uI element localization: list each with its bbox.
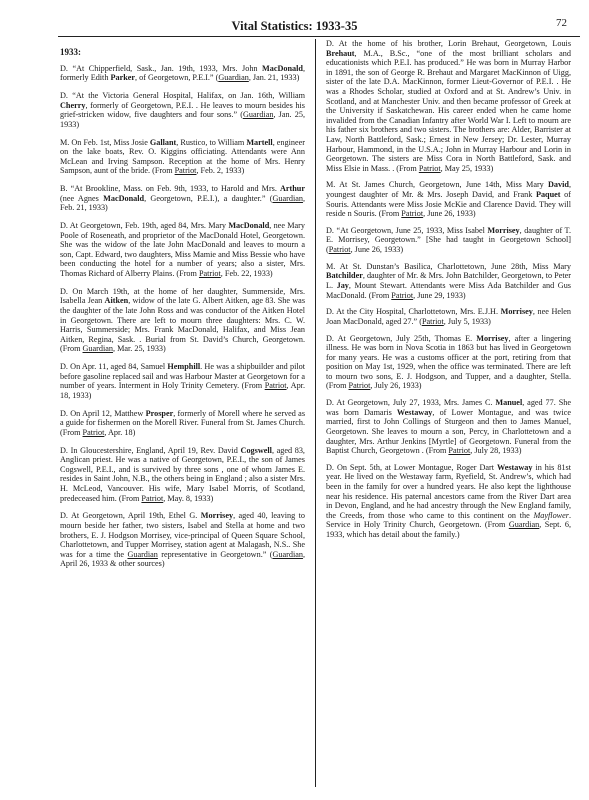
entry-text: of Souris. Attendants were Miss Josie McKie and Clarence David. They will reside n Souris. (From xyxy=(326,190,571,219)
person-surname: Parker xyxy=(110,73,136,83)
vital-record-entry xyxy=(326,39,571,173)
entry-text: , Feb. 2, 1933) xyxy=(196,166,245,176)
entry-text: , widow of the late G. Albert Aitken, age 83. She was the daughter of the late John Ross and was conductor of the Aitken Hotel in Georgetown. There are left to mourn three daughters: Mrs. C. W. Harris, Summerside; Mrs. Frank MacDonald, Halifax, and Miss Jean Aitken, Regina, Sask. . Burial from St. David’s Church, Georgetown. (From xyxy=(60,296,305,354)
entry-text: , aged 83, Anglican priest. He was a native of Georgetown, P.E.I., the son of James Cogswell, P.E.I., and is survived by three sons , one of whom James E. resides in Saint John, N.B., the others being in England ; also a sister Mrs. H. McLeod, Vancouver. His wife, Mary Isabel Morris, of Scotland, predeceased him. (From xyxy=(60,445,305,503)
newspaper-source: Patriot xyxy=(421,316,444,326)
entry-text: D. At Georgetown, July 27, 1933, Mrs. James C. xyxy=(326,398,496,408)
vital-record-entry xyxy=(326,398,571,456)
entry-text: D. At Georgetown, July 25th, Thomas E. xyxy=(326,333,477,343)
entry-text: , nee Helen Joan MacDonald, aged 27.” ( xyxy=(326,307,571,326)
newspaper-source: Patriot xyxy=(448,446,471,456)
newspaper-source: Patriot xyxy=(264,381,287,391)
entry-text: , May. 8, 1933) xyxy=(163,493,214,503)
person-surname: MacDonald xyxy=(228,221,270,231)
left-entries xyxy=(60,64,305,569)
entry-text: D. At Georgetown, Feb. 19th, aged 84, Mrs. Mary xyxy=(60,221,229,231)
person-surname: MacDonald xyxy=(262,63,303,73)
newspaper-source: Guardian xyxy=(272,193,303,203)
entry-text: , July 5, 1933) xyxy=(443,316,491,326)
entry-text: , nee Mary Poole of Roseneath, and proprietor of the MacDonald Hotel, Georgetown. She was the widow of the late John MacDonald and leaves to mourn a son, Capt. Edward, two daughters, Miss Mamie and Miss Bessie who have been conducting the hotel for a number of years; also a sister, Mrs. Thomas Richard of Alberry Plains. (From xyxy=(60,221,305,279)
entry-text: , daughter of T. E. Morrisey, Georgetown.” [She had taught in Georgetown School] ( xyxy=(326,225,571,255)
entry-text: , of Georgetown, P.E.I.” ( xyxy=(135,73,219,83)
vital-record-entry xyxy=(326,334,571,392)
newspaper-source: Patriot xyxy=(391,290,414,300)
newspaper-source: Patriot xyxy=(141,493,164,503)
person-surname: Aitken xyxy=(104,296,129,306)
newspaper-source: Guardian xyxy=(508,520,540,530)
entry-text: D. On Apr. 11, aged 84, Samuel xyxy=(60,362,168,372)
entry-text: D. On April 12, Matthew xyxy=(60,408,146,418)
entry-text: D. “At the Victoria General Hospital, Halifax, on Jan. 16th, William xyxy=(60,90,305,100)
entry-text: , Apr. 18) xyxy=(104,427,136,437)
entry-text: , formerly of Georgetown, P.E.I. . He leaves to mourn besides his grief-stricken widow, five daughters and four sons.” ( xyxy=(60,100,305,120)
person-surname: Cogswell xyxy=(240,445,272,455)
entry-text: , Sept. 6, 1933, which has detail about the family.) xyxy=(326,520,571,539)
entry-text: , aged 77. She was born Damaris xyxy=(326,398,571,417)
entry-text: , formerly Edith xyxy=(60,63,305,83)
person-surname: Morrisey xyxy=(487,225,520,235)
person-surname: Martell xyxy=(246,137,273,147)
entry-text: , Feb. 22, 1933) xyxy=(220,269,273,279)
person-surname: Gallant xyxy=(149,137,177,147)
italic-text: Mayflower xyxy=(533,510,569,520)
vital-record-entry xyxy=(60,91,305,129)
newspaper-source: Patriot xyxy=(82,427,105,437)
entry-text: , May 25, 1933) xyxy=(440,163,494,173)
right-column xyxy=(326,39,571,547)
vital-record-entry xyxy=(60,362,305,400)
entry-text: , July 26, 1933) xyxy=(370,381,422,391)
entry-text: , youngest daughter of Mr. & Mrs. Joseph David, and Frank xyxy=(326,180,571,199)
person-surname: Morrisey xyxy=(200,511,234,521)
entry-text: D. In Gloucestershire, England, April 19, Rev. David xyxy=(60,445,241,455)
entry-text: , Feb. 21, 1933) xyxy=(60,193,306,213)
person-surname: Brehaut xyxy=(326,48,355,58)
vital-record-entry xyxy=(326,307,571,326)
header-rule xyxy=(58,36,580,37)
vital-record-entry xyxy=(60,446,305,504)
entry-text: , aged 40, leaving to mourn beside her father, two sisters, Isabel and Stella at home and two brothers, E. J. Hodgson Morrisey, vice-principal of Queen Square School, Charlottetown, and Tupper Morrisey, station agent at Malagash, N.S.. She was for a time the xyxy=(60,511,305,559)
newspaper-source: Guardian xyxy=(242,110,274,120)
vital-record-entry xyxy=(60,409,305,438)
entry-text: representative in Georgetown.” ( xyxy=(157,549,273,559)
entry-text: B. “At Brookline, Mass. on Feb. 9th, 1933, to Harold and Mrs. xyxy=(60,184,280,194)
entry-text: D. “At Chipperfield, Sask., Jan. 19th, 1933, Mrs. John xyxy=(60,63,263,73)
person-surname: Paquet xyxy=(535,190,561,199)
section-year-heading: 1933: xyxy=(60,47,81,57)
entry-text: M. At St. James Church, Georgetown, June 14th, Miss Mary xyxy=(326,180,549,190)
entry-text: in his 81st year. He lived on the Westaway farm, Ryefield, St. Andrew’s, which had been in the family for over a hundred years. He also kept the lighthouse near his residence. His paternal ancestors came from the River Dart area in Devon, England, and he had ancestry through the New England family, the Creeds, from those who came to this continent on the xyxy=(326,462,571,520)
entry-text: , engineer on the lake boats, Rev. O. Kiggins officiating. Attendants were Ann McLean and Irving Sampson. Reception at the home of Mrs. Henry Sampson, aunt of the bride. (From xyxy=(60,137,305,176)
entry-text: , Georgetown, P.E.I.), a daughter.” ( xyxy=(144,193,273,203)
entry-text: D. On Sept. 5th, at Lower Montague, Roger Dart xyxy=(326,462,497,472)
entry-text: , Mar. 25, 1933) xyxy=(112,344,166,354)
person-surname: MacDonald xyxy=(103,193,145,203)
newspaper-source: Patriot xyxy=(328,245,351,255)
entry-text: D. At Georgetown, April 19th, Ethel G. xyxy=(60,511,201,521)
entry-text: , Rustico, to William xyxy=(176,137,247,147)
entry-text: (nee Agnes xyxy=(60,193,104,203)
entry-text: , after a lingering illness. He was born in Nova Scotia in 1863 but has lived in Georgetown for many years. He was a customs officer at the port, retiring from that position on May 1st, 1929, when the office was terminated. There are left to mourn two sons, E. J. Hodgson, and Tupper, and a daughter, Stella. (From xyxy=(326,333,571,391)
vital-record-entry xyxy=(60,287,305,354)
vital-record-entry xyxy=(60,64,305,83)
person-surname: Westaway xyxy=(396,407,433,417)
newspaper-source: Guardian xyxy=(127,549,158,559)
entry-text: , June 26, 1933) xyxy=(350,245,404,255)
entry-text: D. “At Georgetown, June 25, 1933, Miss Isabel xyxy=(326,225,488,235)
entry-text: , Jan. 25, 1933) xyxy=(60,110,305,129)
vital-record-entry xyxy=(60,138,305,176)
vital-record-entry xyxy=(326,180,571,218)
entry-text: D. At the City Hospital, Charlottetown, Mrs. E.J.H. xyxy=(326,307,501,317)
entry-text: , of Lower Montague, and was twice married, first to John Collings of Sturgeon and then to James Manuel, Georgetown. She leaves to mourn a son, Percy, in Charlottetown and a daughter, Mrs. Arthur Jenkins [Myrtle] of Georgetown. Funeral from the Baptist Church, Georgetown . (From xyxy=(326,407,571,456)
person-surname: Batchilder xyxy=(326,271,363,281)
entry-text: , formerly of Morell where he served as a guide for fishermen on the Morell River. Funeral from St. James Church. (From xyxy=(60,408,306,437)
newspaper-source: Patriot xyxy=(198,269,221,279)
newspaper-source: Guardian xyxy=(272,549,303,559)
newspaper-source: Patriot xyxy=(348,381,371,391)
entry-text: M. On Feb. 1st, Miss Josie xyxy=(60,137,150,147)
vital-record-entry xyxy=(60,511,305,569)
entry-text: . Service in Holy Trinity Church, Georgetown. (From xyxy=(326,510,571,530)
person-surname: Westaway xyxy=(496,462,533,472)
vital-record-entry xyxy=(326,463,571,540)
person-surname: Manuel xyxy=(495,398,523,408)
person-surname: Morrisey xyxy=(500,307,533,317)
person-surname: Morrisey xyxy=(476,333,509,343)
vital-record-entry xyxy=(326,262,571,300)
newspaper-source: Guardian xyxy=(82,344,113,354)
column-divider xyxy=(315,39,316,787)
left-column xyxy=(60,40,305,577)
newspaper-source: Patriot xyxy=(401,209,424,219)
entry-text: M. At St. Dunstan’s Basilica, Charlottetown, June 28th, Miss Mary xyxy=(326,261,571,271)
vital-record-entry xyxy=(60,184,305,213)
entry-text: D. On March 19th, at the home of her daughter, Summerside, Mrs. Isabella Jean xyxy=(60,286,305,306)
entry-text: , daughter of Mr. & Mrs. John Batchilder, Georgetown, to Peter L. xyxy=(326,271,571,290)
person-surname: Jay xyxy=(336,280,349,290)
entry-text: , April 26, 1933 & other sources) xyxy=(60,549,306,569)
entry-text: D. At the home of his brother, Lorin Brehaut, Georgetown, Louis xyxy=(326,39,571,48)
entry-text: , M.A., B.Sc., “one of the most brilliant scholars and educationists which P.E.I. has produced.” He was born in Murray Harbor in 1891, the son of George R. Brehaut and Margaret MacKinnon of Uigg, sister of the late D.A. MacKinnon, former Lieut-Governor of P.E.I. . He was a Rhodes Scholar, studied at Oxford and at St. Andrew’s Univ. in Scotland, and at Manchester Univ. and then became professor of Greek at the University if Saskatchewan. His career ended when he came home invalided from the Canadian Infantry after World War I. Left to mourn are his father six brothers and two sisters. The brothers are: Alder, Barrister at Law, North Battleford, Sask.; Ernest in New Jersey; Dr. Lester, Murray Harbour, Hammond, in the U.S.A.; John in Murray Harbour and Lorin in Georgetown. The sisters are Miss Cora in North Battleford, Sask. and Miss Elsie in Mass. . (From xyxy=(326,48,571,173)
vital-record-entry xyxy=(60,221,305,279)
entry-text: , Jan. 21, 1933) xyxy=(248,73,300,83)
entry-text: , Apr. 18, 1933) xyxy=(60,381,305,400)
newspaper-source: Patriot xyxy=(174,166,197,176)
person-surname: David xyxy=(548,180,569,190)
entry-text: , June 29, 1933) xyxy=(413,290,466,300)
entry-text: . He was a shipbuilder and pilot before gasoline replaced sail and was Harbour Master at Georgetown for a number of years. Interment in Holy Trinity Cemetery. (From xyxy=(60,362,305,391)
newspaper-source: Guardian xyxy=(218,73,249,83)
person-surname: Hemphill xyxy=(167,362,201,372)
right-entries xyxy=(326,39,571,540)
person-surname: Prosper xyxy=(145,408,174,418)
entry-text: , July 28, 1933) xyxy=(470,446,522,456)
entry-text: , Mount Stewart. Attendants were Miss Ada Batchilder and Gus MacDonald. (From xyxy=(326,280,571,300)
person-surname: Arthur xyxy=(279,184,305,194)
person-surname: Cherry xyxy=(60,100,86,110)
newspaper-source: Patriot xyxy=(418,163,441,173)
vital-record-entry xyxy=(326,226,571,255)
entry-text: , June 26, 1933) xyxy=(423,209,476,219)
page-number: 72 xyxy=(556,17,567,29)
page-title: Vital Statistics: 1933-35 xyxy=(231,19,358,33)
